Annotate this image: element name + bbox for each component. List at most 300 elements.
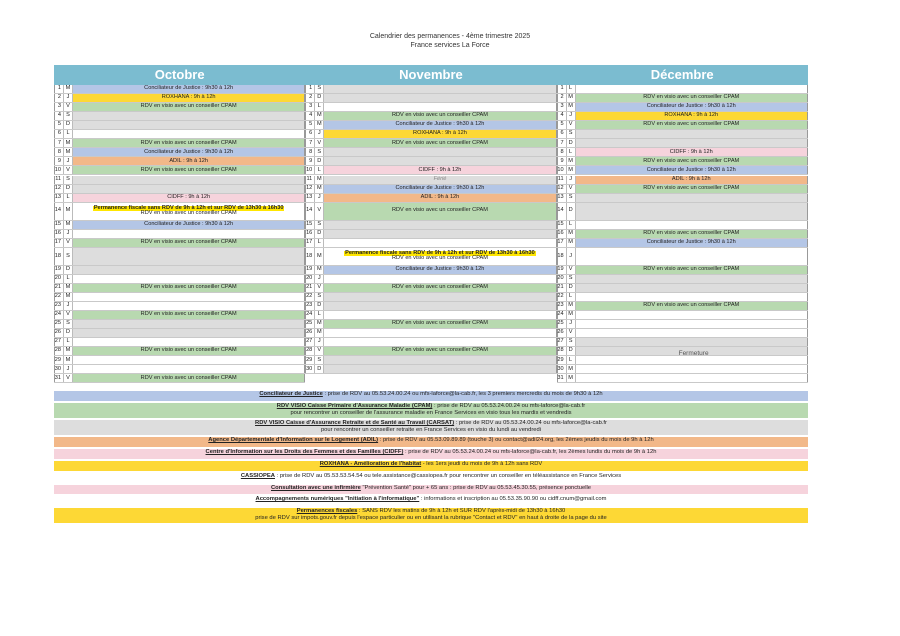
day-number: 8 bbox=[557, 148, 567, 156]
day-row bbox=[557, 166, 808, 175]
day-number: 2 bbox=[557, 94, 567, 102]
weekday-letter: M bbox=[567, 239, 576, 247]
weekday-letter: M bbox=[315, 329, 324, 337]
weekday-letter: M bbox=[64, 221, 73, 229]
day-row bbox=[557, 112, 808, 121]
event-text-secondary: RDV en visio avec un conseiller CPAM bbox=[140, 210, 237, 217]
event-cell bbox=[73, 338, 305, 346]
day-number: 12 bbox=[54, 185, 64, 193]
day-number: 26 bbox=[305, 329, 315, 337]
weekday-letter: V bbox=[64, 374, 73, 382]
weekday-letter: L bbox=[567, 148, 576, 156]
weekday-letter: D bbox=[315, 157, 324, 165]
event-text: RDV en visio avec un conseiller CPAM bbox=[140, 311, 237, 318]
event-cell bbox=[576, 166, 808, 174]
day-number: 29 bbox=[557, 356, 567, 364]
day-number: 9 bbox=[557, 157, 567, 165]
day-row bbox=[305, 293, 556, 302]
event-cell bbox=[324, 139, 556, 147]
day-row bbox=[305, 266, 556, 275]
day-number: 9 bbox=[54, 157, 64, 165]
weekday-letter: J bbox=[64, 157, 73, 165]
day-number: 27 bbox=[54, 338, 64, 346]
event-cell bbox=[324, 194, 556, 202]
day-row bbox=[54, 103, 305, 112]
event-text: Conciliateur de Justice : 9h30 à 12h bbox=[144, 85, 234, 92]
day-row bbox=[305, 365, 556, 374]
weekday-letter: S bbox=[64, 320, 73, 328]
day-row bbox=[305, 166, 556, 175]
day-number: 19 bbox=[305, 266, 315, 274]
event-cell bbox=[73, 365, 305, 373]
event-text: ADIL : 9h à 12h bbox=[420, 193, 460, 200]
day-row bbox=[557, 248, 808, 266]
day-number: 17 bbox=[54, 239, 64, 247]
legend-text-line2: pour rencontrer un conseiller de l'assurance maladie en France Services en visio tous les mardis et vendredis bbox=[290, 409, 572, 416]
weekday-letter: M bbox=[567, 311, 576, 319]
legend-line bbox=[54, 403, 808, 410]
day-number: 5 bbox=[54, 121, 64, 129]
legend-line bbox=[54, 437, 808, 444]
day-row bbox=[305, 148, 556, 157]
event-text: RDV en visio avec un conseiller CPAM bbox=[643, 302, 740, 309]
day-number: 20 bbox=[557, 275, 567, 283]
legend-line bbox=[54, 473, 808, 480]
day-number: 28 bbox=[54, 347, 64, 355]
event-cell bbox=[324, 347, 556, 355]
day-number: 15 bbox=[557, 221, 567, 229]
legend-item bbox=[54, 508, 808, 523]
event-text: Permanence fiscale sans RDV de 9h à 12h et sur RDV de 13h30 à 16h30 bbox=[345, 249, 535, 256]
event-cell bbox=[576, 112, 808, 120]
event-cell bbox=[324, 221, 556, 229]
event-text-secondary: RDV en visio avec un conseiller CPAM bbox=[391, 255, 488, 262]
legend-key: Consultation avec une infirmière bbox=[270, 484, 361, 491]
legend-item bbox=[54, 391, 808, 401]
day-number: 21 bbox=[557, 284, 567, 292]
weekday-letter: J bbox=[64, 94, 73, 102]
event-cell bbox=[73, 221, 305, 229]
day-row bbox=[305, 248, 556, 266]
event-cell bbox=[73, 176, 305, 184]
event-cell bbox=[324, 148, 556, 156]
legend-item bbox=[54, 473, 808, 483]
weekday-letter: M bbox=[315, 112, 324, 120]
day-number: 10 bbox=[305, 166, 315, 174]
day-row bbox=[557, 221, 808, 230]
event-text: Conciliateur de Justice : 9h30 à 12h bbox=[395, 121, 485, 128]
day-row bbox=[557, 365, 808, 374]
event-cell bbox=[324, 166, 556, 174]
event-cell bbox=[73, 185, 305, 193]
day-number: 7 bbox=[305, 139, 315, 147]
day-row bbox=[557, 176, 808, 185]
weekday-letter: M bbox=[64, 85, 73, 93]
event-cell bbox=[576, 374, 808, 382]
day-number: 2 bbox=[305, 94, 315, 102]
event-text: Férié bbox=[433, 175, 447, 182]
weekday-letter: M bbox=[315, 121, 324, 129]
event-cell bbox=[576, 365, 808, 373]
event-cell bbox=[576, 284, 808, 292]
day-number: 3 bbox=[557, 103, 567, 111]
day-number: 26 bbox=[557, 329, 567, 337]
day-number: 10 bbox=[557, 166, 567, 174]
event-cell bbox=[324, 311, 556, 319]
day-number: 7 bbox=[54, 139, 64, 147]
day-row bbox=[54, 284, 305, 293]
event-cell bbox=[324, 320, 556, 328]
day-number: 16 bbox=[54, 230, 64, 238]
legend-text: : SANS RDV les matins de 9h à 12h et SUR RDV l'après-midi de 13h30 à 16h30 bbox=[357, 508, 566, 515]
event-text: RDV en visio avec un conseiller CPAM bbox=[643, 157, 740, 164]
weekday-letter: M bbox=[567, 302, 576, 310]
event-cell bbox=[576, 221, 808, 229]
event-cell bbox=[324, 338, 556, 346]
weekday-letter: L bbox=[315, 239, 324, 247]
day-number: 25 bbox=[54, 320, 64, 328]
event-text: RDV en visio avec un conseiller CPAM bbox=[140, 103, 237, 110]
day-row bbox=[54, 302, 305, 311]
month-header-2: Décembre bbox=[557, 65, 808, 85]
weekday-letter: V bbox=[64, 166, 73, 174]
legend-line bbox=[54, 391, 808, 398]
day-number: 24 bbox=[557, 311, 567, 319]
weekday-letter: M bbox=[567, 374, 576, 382]
event-cell bbox=[576, 329, 808, 337]
weekday-letter: J bbox=[315, 338, 324, 346]
event-text: RDV en visio avec un conseiller CPAM bbox=[391, 139, 488, 146]
legend-text: : informations et inscription au 05.53.35.90.90 ou cidff.cnum@gmail.com bbox=[419, 496, 607, 503]
day-row bbox=[54, 203, 305, 221]
event-text: CIDFF : 9h à 12h bbox=[669, 148, 713, 155]
event-cell bbox=[73, 347, 305, 355]
legend-key: Centre d'Information sur les Droits des Femmes et des Familles (CIDFF) bbox=[205, 449, 404, 456]
day-number: 30 bbox=[305, 365, 315, 373]
event-cell bbox=[73, 148, 305, 156]
event-text: Conciliateur de Justice : 9h30 à 12h bbox=[646, 103, 736, 110]
legend-key: Agence Départementale d'Information sur le Logement (ADIL) bbox=[208, 437, 379, 444]
event-text: RDV en visio avec un conseiller CPAM bbox=[643, 94, 740, 101]
weekday-letter: L bbox=[567, 293, 576, 301]
event-text: Conciliateur de Justice : 9h30 à 12h bbox=[395, 266, 485, 273]
day-row bbox=[54, 248, 305, 266]
day-row bbox=[557, 121, 808, 130]
day-row bbox=[305, 329, 556, 338]
day-number: 30 bbox=[557, 365, 567, 373]
event-cell bbox=[324, 230, 556, 238]
weekday-letter: D bbox=[567, 203, 576, 220]
event-cell bbox=[324, 284, 556, 292]
day-row bbox=[557, 203, 808, 221]
day-number: 22 bbox=[557, 293, 567, 301]
weekday-letter: V bbox=[315, 347, 324, 355]
day-number: 8 bbox=[54, 148, 64, 156]
day-row bbox=[305, 356, 556, 365]
day-row bbox=[557, 302, 808, 311]
day-number: 20 bbox=[54, 275, 64, 283]
day-number: 16 bbox=[305, 230, 315, 238]
event-cell bbox=[324, 266, 556, 274]
event-cell bbox=[324, 157, 556, 165]
day-row bbox=[54, 176, 305, 185]
event-cell bbox=[576, 302, 808, 310]
legend-item bbox=[54, 437, 808, 447]
day-row bbox=[305, 347, 556, 356]
event-text: Conciliateur de Justice : 9h30 à 12h bbox=[144, 148, 234, 155]
event-text: ROXHANA : 9h à 12h bbox=[413, 130, 467, 137]
event-cell bbox=[576, 266, 808, 274]
day-row bbox=[54, 374, 305, 383]
day-row bbox=[557, 284, 808, 293]
legend-line bbox=[54, 508, 808, 515]
day-number: 8 bbox=[305, 148, 315, 156]
event-text: Conciliateur de Justice : 9h30 à 12h bbox=[646, 166, 736, 173]
legend-line bbox=[54, 496, 808, 503]
legend-text: - les 1ers jeudi du mois de 9h à 12h sans RDV bbox=[421, 461, 543, 467]
day-number: 27 bbox=[305, 338, 315, 346]
event-cell bbox=[324, 94, 556, 102]
legend-line bbox=[54, 420, 808, 427]
day-row bbox=[54, 365, 305, 374]
weekday-letter: M bbox=[315, 320, 324, 328]
day-number: 16 bbox=[557, 230, 567, 238]
weekday-letter: M bbox=[64, 139, 73, 147]
event-text: ROXHANA : 9h à 12h bbox=[161, 94, 216, 101]
day-number: 7 bbox=[557, 139, 567, 147]
event-cell bbox=[576, 148, 808, 156]
event-text: RDV en visio avec un conseiller CPAM bbox=[140, 374, 237, 381]
weekday-letter: J bbox=[567, 112, 576, 120]
day-number: 22 bbox=[54, 293, 64, 301]
weekday-letter: M bbox=[315, 176, 324, 184]
event-text: Permanence fiscale sans RDV de 9h à 12h et sur RDV de 13h30 à 16h30 bbox=[93, 204, 284, 211]
day-number: 19 bbox=[557, 266, 567, 274]
day-row bbox=[54, 293, 305, 302]
day-row bbox=[54, 329, 305, 338]
event-text: Conciliateur de Justice : 9h30 à 12h bbox=[144, 220, 234, 227]
event-cell bbox=[73, 302, 305, 310]
day-row bbox=[305, 121, 556, 130]
legend-text: : prise de RDV au 05.53.53.54.54 ou tele.assistance@cassiopea.fr pour rencontrer un conseiller en téléassistance en France Services bbox=[274, 472, 622, 479]
event-cell bbox=[324, 103, 556, 111]
day-row bbox=[305, 112, 556, 121]
event-cell bbox=[324, 302, 556, 310]
event-cell bbox=[73, 266, 305, 274]
day-row bbox=[54, 94, 305, 103]
weekday-letter: V bbox=[567, 185, 576, 193]
event-cell bbox=[576, 130, 808, 138]
event-cell bbox=[576, 185, 808, 193]
legend-text: "Prévention Santé" pour + 65 ans : prise de RDV au 05.53.45.30.55, présence ponctuelle bbox=[360, 484, 592, 491]
day-row bbox=[305, 302, 556, 311]
event-text: ADIL : 9h à 12h bbox=[671, 175, 711, 182]
day-number: 29 bbox=[54, 356, 64, 364]
weekday-letter: J bbox=[64, 230, 73, 238]
event-cell bbox=[576, 311, 808, 319]
day-number: 23 bbox=[557, 302, 567, 310]
weekday-letter: M bbox=[567, 166, 576, 174]
event-cell bbox=[73, 284, 305, 292]
weekday-letter: L bbox=[315, 311, 324, 319]
day-number: 13 bbox=[54, 194, 64, 202]
weekday-letter: M bbox=[315, 248, 324, 265]
weekday-letter: L bbox=[567, 221, 576, 229]
page-title: Calendrier des permanences - 4ème trimestre 2025 bbox=[369, 33, 531, 40]
day-number: 28 bbox=[557, 347, 567, 355]
day-row bbox=[557, 148, 808, 157]
weekday-letter: M bbox=[64, 293, 73, 301]
day-row bbox=[54, 311, 305, 320]
day-row bbox=[305, 103, 556, 112]
day-row bbox=[557, 139, 808, 148]
event-cell bbox=[324, 275, 556, 283]
legend-text: : prise de RDV au 05.53.24.00.24 ou mfs-laforce@la-cab.fr bbox=[454, 420, 607, 427]
day-row bbox=[305, 85, 556, 94]
legend-item bbox=[54, 461, 808, 471]
day-number: 14 bbox=[557, 203, 567, 220]
event-cell bbox=[324, 130, 556, 138]
legend-text: : prise de RDV au 05.53.24.00.24 ou mfs-laforce@la-cab.fr, les 3 premiers mercredis du mois de 9h30 à 12h bbox=[322, 391, 603, 397]
weekday-letter: V bbox=[64, 103, 73, 111]
day-row bbox=[557, 311, 808, 320]
legend-key: ROXHANA - Amélioration de l'habitat bbox=[319, 461, 422, 467]
event-cell bbox=[73, 157, 305, 165]
event-cell bbox=[576, 139, 808, 147]
legend-item bbox=[54, 420, 808, 435]
day-row bbox=[557, 329, 808, 338]
event-cell bbox=[73, 94, 305, 102]
event-cell bbox=[324, 248, 556, 265]
weekday-letter: V bbox=[64, 239, 73, 247]
day-number: 24 bbox=[305, 311, 315, 319]
day-row bbox=[54, 320, 305, 329]
weekday-letter: S bbox=[315, 221, 324, 229]
day-number: 1 bbox=[305, 85, 315, 93]
weekday-letter: M bbox=[64, 347, 73, 355]
weekday-letter: M bbox=[567, 365, 576, 373]
day-number: 31 bbox=[54, 374, 64, 382]
event-cell bbox=[576, 203, 808, 220]
day-number: 4 bbox=[54, 112, 64, 120]
weekday-letter: D bbox=[567, 139, 576, 147]
event-cell bbox=[73, 356, 305, 364]
weekday-letter: V bbox=[315, 139, 324, 147]
event-cell bbox=[324, 85, 556, 93]
day-row bbox=[305, 221, 556, 230]
weekday-letter: M bbox=[64, 356, 73, 364]
weekday-letter: M bbox=[64, 203, 73, 220]
weekday-letter: M bbox=[567, 94, 576, 102]
event-text: RDV en visio avec un conseiller CPAM bbox=[391, 347, 488, 354]
weekday-letter: V bbox=[567, 266, 576, 274]
event-text: RDV en visio avec un conseiller CPAM bbox=[391, 284, 488, 291]
day-number: 23 bbox=[305, 302, 315, 310]
event-cell bbox=[73, 166, 305, 174]
weekday-letter: D bbox=[567, 347, 576, 355]
day-number: 11 bbox=[557, 176, 567, 184]
event-text: RDV en visio avec un conseiller CPAM bbox=[140, 166, 237, 173]
event-cell bbox=[576, 85, 808, 93]
weekday-letter: L bbox=[567, 356, 576, 364]
day-number: 12 bbox=[557, 185, 567, 193]
day-number: 31 bbox=[557, 374, 567, 382]
event-cell bbox=[73, 230, 305, 238]
day-number: 15 bbox=[54, 221, 64, 229]
weekday-letter: L bbox=[64, 194, 73, 202]
weekday-letter: D bbox=[64, 121, 73, 129]
day-row bbox=[54, 130, 305, 139]
day-number: 30 bbox=[54, 365, 64, 373]
day-number: 10 bbox=[54, 166, 64, 174]
day-number: 5 bbox=[305, 121, 315, 129]
day-number: 22 bbox=[305, 293, 315, 301]
event-cell bbox=[576, 194, 808, 202]
event-cell bbox=[324, 112, 556, 120]
event-cell bbox=[576, 293, 808, 301]
weekday-letter: S bbox=[567, 130, 576, 138]
event-cell bbox=[576, 94, 808, 102]
day-number: 23 bbox=[54, 302, 64, 310]
weekday-letter: M bbox=[567, 103, 576, 111]
event-cell bbox=[324, 239, 556, 247]
day-row bbox=[557, 320, 808, 329]
day-row bbox=[54, 338, 305, 347]
legend-key: RDV VISIO Caisse Primaire d'Assurance Maladie (CPAM) bbox=[276, 402, 433, 409]
fermeture-label: Fermeture bbox=[678, 350, 709, 358]
day-number: 21 bbox=[305, 284, 315, 292]
day-number: 15 bbox=[305, 221, 315, 229]
day-number: 5 bbox=[557, 121, 567, 129]
day-number: 4 bbox=[305, 112, 315, 120]
weekday-letter: S bbox=[64, 112, 73, 120]
day-number: 2 bbox=[54, 94, 64, 102]
event-cell bbox=[73, 248, 305, 265]
weekday-letter: S bbox=[315, 85, 324, 93]
event-text: RDV en visio avec un conseiller CPAM bbox=[140, 238, 237, 245]
legend-line bbox=[54, 449, 808, 456]
event-cell bbox=[576, 320, 808, 328]
legend-item bbox=[54, 485, 808, 495]
weekday-letter: S bbox=[567, 275, 576, 283]
day-row bbox=[557, 266, 808, 275]
day-number: 19 bbox=[54, 266, 64, 274]
month-header-0: Octobre bbox=[54, 65, 305, 85]
day-number: 24 bbox=[54, 311, 64, 319]
event-cell bbox=[73, 374, 305, 382]
event-cell bbox=[73, 311, 305, 319]
day-row bbox=[557, 293, 808, 302]
day-number: 26 bbox=[54, 329, 64, 337]
event-cell bbox=[73, 139, 305, 147]
day-number: 13 bbox=[557, 194, 567, 202]
day-number: 25 bbox=[305, 320, 315, 328]
event-text: ROXHANA : 9h à 12h bbox=[664, 112, 719, 119]
day-row bbox=[54, 85, 305, 94]
day-number: 14 bbox=[305, 203, 315, 220]
weekday-letter: V bbox=[567, 121, 576, 129]
day-row bbox=[557, 103, 808, 112]
day-number: 9 bbox=[305, 157, 315, 165]
weekday-letter: D bbox=[64, 185, 73, 193]
weekday-letter: M bbox=[567, 230, 576, 238]
event-cell bbox=[73, 103, 305, 111]
event-cell bbox=[576, 338, 808, 346]
calendar bbox=[54, 65, 808, 387]
day-number: 27 bbox=[557, 338, 567, 346]
weekday-letter: M bbox=[64, 148, 73, 156]
event-cell bbox=[73, 85, 305, 93]
